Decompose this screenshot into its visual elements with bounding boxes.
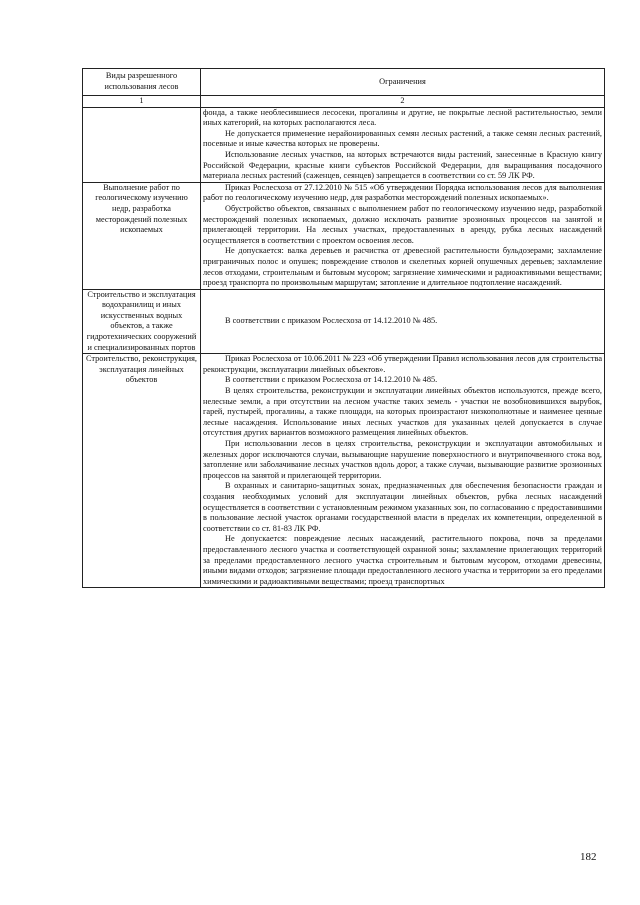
row-usage-type: Выполнение работ по геологическому изучению недр, разработка месторождений полезных ископаемых — [83, 182, 201, 289]
row-restrictions — [201, 107, 605, 182]
header-usage-types: Виды разрешенного использования лесов — [83, 69, 201, 96]
paragraph: В целях строительства, реконструкции и эксплуатации линейных объектов используются, прежде всего, нелесные земли, а при отсутствии на лесном участке таких земель - участки не возобновившихся вырубок, гарей, пустырей, прогалины, а также площади, на которых произрастают низкополнотные и наименее ценные лесные насаждения. Использование иных лесных участков для указанных целей допускается в случае отсутствия других вариантов возможного размещения линейных объектов. — [203, 386, 602, 438]
table-row — [83, 289, 605, 354]
row-restrictions — [201, 289, 605, 354]
paragraph: В соответствии с приказом Рослесхоза от 14.12.2010 № 485. — [225, 316, 438, 326]
table-header-row — [83, 69, 605, 96]
paragraph: Использование лесных участков, на которых встречаются виды растений, занесенные в Красную книгу Российской Федерации, красные книги субъектов Российской Федерации, для выращивания посадочного материала лесных растений (саженцев, сеянцев) запрещается в соответствии со ст. 59 ЛК РФ. — [203, 149, 602, 181]
paragraph: фонда, а также необлесившиеся лесосеки, прогалины и другие, не покрытые лесной растительностью, земли иных категорий, на которых располагаются леса. — [203, 107, 602, 128]
restrictions-table — [82, 68, 605, 588]
page-number: 182 — [580, 851, 597, 863]
row-usage-type — [83, 107, 201, 182]
table-column-numbers-row — [83, 96, 605, 108]
document-page — [82, 68, 604, 588]
table-row — [83, 354, 605, 588]
column-number-1: 1 — [83, 96, 201, 108]
table-row — [83, 182, 605, 289]
row-usage-type: Строительство и эксплуатация водохранилищ и иных искусственных водных объектов, а также гидротехнических сооружений и специализированных портов — [83, 289, 201, 354]
paragraph: Приказ Рослесхоза от 10.06.2011 № 223 «Об утверждении Правил использования лесов для строительства реконструкции, эксплуатации линейных объектов». — [203, 354, 602, 374]
paragraph: Приказ Рослесхоза от 27.12.2010 № 515 «Об утверждении Порядка использования лесов для выполнения работ по геологическому изучению недр, для разработки месторождений полезных ископаемых». — [203, 182, 602, 203]
paragraph: Не допускается: повреждение лесных насаждений, растительного покрова, почв за пределами предоставленного лесного участка и соответствующей охранной зоны; захламление прилегающих территорий за пределами предоставленного лесного участка строительным и бытовым мусором, отходами древесины, иными видами отходов; загрязнение площади предоставленного лесного участка и территории за его пределами химическими и радиоактивными веществами; проезд транспортных — [203, 534, 602, 586]
paragraph: Не допускается: валка деревьев и расчистка от древесной растительности бульдозерами; захламление приграничных полос и опушек; повреждение стволов и скелетных корней опушечных деревьев; захламление лесов отходами, строительным и бытовым мусором; загрязнение химическими и радиоактивными веществами; проезд транспорта по произвольным маршрутам; затопление и длительное подтопление насаждений. — [203, 246, 602, 288]
paragraph: В охранных и санитарно-защитных зонах, предназначенных для обеспечения безопасности граждан и создания необходимых условий для эксплуатации линейных объектов, рубка лесных насаждений осуществляется в соответствии с установленным режимом указанных зон, по согласованию с предоставившими в пользование лесной участок органами государственной власти в пределах их компетенции, определенной в соответствии со ст. 81-83 ЛК РФ. — [203, 481, 602, 533]
row-usage-type: Строительство, реконструкция, эксплуатация линейных объектов — [83, 354, 201, 588]
paragraph: В соответствии с приказом Рослесхоза от 14.12.2010 № 485. — [225, 375, 438, 385]
table-row — [83, 107, 605, 182]
paragraph: Обустройство объектов, связанных с выполнением работ по геологическому изучению недр, разработкой месторождений полезных ископаемых, должно исключать развитие эрозионных процессов на занятой и прилегающей территории. На лесных участках, предоставленных в аренду, рубка лесных насаждений осуществляется в соответствии с проектом освоения лесов. — [203, 203, 602, 245]
header-restrictions: Ограничения — [201, 69, 605, 96]
column-number-2: 2 — [201, 96, 605, 108]
row-restrictions — [201, 182, 605, 289]
paragraph: Не допускается применение нерайонированных семян лесных растений, а также семян лесных растений, посевные и иные качества которых не проверены. — [203, 128, 602, 149]
row-restrictions — [201, 354, 605, 588]
paragraph: При использовании лесов в целях строительства, реконструкции и эксплуатации автомобильных и железных дорог исключаются случаи, вызывающие нарушение поверхностного и внутрипочвенного стока вод, затопление или заболачивание лесных участков вдоль дорог, а также случаи, вызывающие развитие эрозионных процессов на занятой и прилегающей территории. — [203, 439, 602, 480]
